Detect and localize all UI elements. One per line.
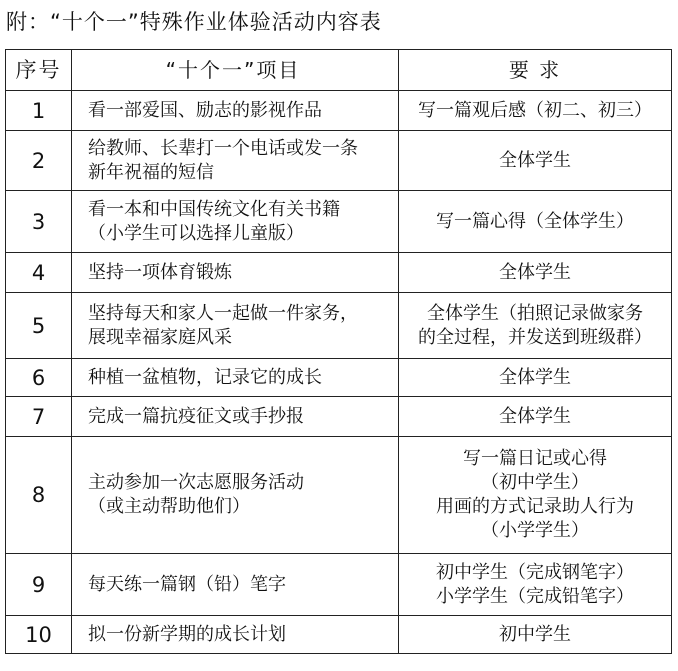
requirement-line: （小学学生） [481, 520, 589, 541]
requirement-line: 全体学生 [499, 149, 571, 171]
row-number: 5 [6, 293, 72, 359]
header-item: “十个一”项目 [72, 50, 399, 91]
row-item [72, 253, 399, 293]
requirement-line: 初中学生 [499, 623, 571, 645]
document-title: 附：“十个一”特殊作业体验活动内容表 [6, 10, 382, 34]
item-line: （或主动帮助他们） [88, 496, 250, 517]
row-requirement [399, 616, 672, 654]
row-requirement [399, 554, 672, 616]
item-line: 主动参加一次志愿服务活动 [88, 472, 304, 493]
item-line: 完成一篇抗疫征文或手抄报 [88, 405, 304, 427]
row-item [72, 91, 399, 131]
table-row [6, 131, 672, 191]
table-row [6, 91, 672, 131]
table-row [6, 437, 672, 554]
row-item [72, 554, 399, 616]
row-requirement [399, 91, 672, 131]
requirement-line: 全体学生（拍照记录做家务 [427, 302, 643, 324]
row-number: 3 [6, 191, 72, 253]
row-item [72, 437, 399, 554]
table-row [6, 616, 672, 654]
row-number: 4 [6, 253, 72, 293]
requirement-line: 全体学生 [499, 405, 571, 427]
item-line: 拟一份新学期的成长计划 [88, 623, 286, 645]
item-line: （小学生可以选择儿童版） [88, 222, 304, 244]
item-line: 坚持一项体育锻炼 [88, 261, 232, 283]
row-requirement [399, 437, 672, 554]
item-line: 展现幸福家庭风采 [88, 326, 232, 348]
table-header-row [6, 50, 672, 91]
item-line: 给教师、长辈打一个电话或发一条 [88, 137, 358, 159]
requirement-line: （初中学生） [481, 472, 589, 493]
requirement-line: 用画的方式记录助人行为 [436, 496, 634, 517]
requirement-line: 初中学生（完成钢笔字） [436, 561, 634, 583]
item-line: 种植一盆植物，记录它的成长 [88, 366, 322, 388]
table-row [6, 554, 672, 616]
row-requirement [399, 359, 672, 397]
table-row [6, 359, 672, 397]
table-row [6, 191, 672, 253]
row-number: 7 [6, 397, 72, 437]
row-requirement [399, 191, 672, 253]
row-requirement [399, 293, 672, 359]
row-number: 10 [6, 616, 72, 654]
requirement-line: 小学学生（完成铅笔字） [436, 585, 634, 607]
table-row [6, 293, 672, 359]
requirement-line: 写一篇心得（全体学生） [436, 210, 634, 232]
item-line: 每天练一篇钢（铅）笔字 [88, 573, 286, 595]
requirement-line: 的全过程，并发送到班级群） [418, 326, 652, 348]
requirement-line: 全体学生 [499, 261, 571, 283]
item-line: 新年祝福的短信 [88, 161, 214, 183]
row-item [72, 131, 399, 191]
row-item [72, 616, 399, 654]
row-number: 2 [6, 131, 72, 191]
table-row [6, 397, 672, 437]
header-requirement: 要 求 [399, 50, 672, 91]
row-item [72, 293, 399, 359]
requirement-line: 全体学生 [499, 366, 571, 388]
table-row [6, 253, 672, 293]
item-line: 看一本和中国传统文化有关书籍 [88, 198, 340, 220]
row-item [72, 397, 399, 437]
row-number: 9 [6, 554, 72, 616]
row-item [72, 191, 399, 253]
header-number: 序号 [6, 50, 72, 91]
row-number: 6 [6, 359, 72, 397]
item-line: 看一部爱国、励志的影视作品 [88, 99, 322, 121]
row-number: 8 [6, 437, 72, 554]
row-number: 1 [6, 91, 72, 131]
requirement-line: 写一篇日记或心得 [463, 448, 607, 469]
row-requirement [399, 131, 672, 191]
requirement-line: 写一篇观后感（初二、初三） [418, 99, 652, 121]
activity-table [5, 49, 672, 654]
row-requirement [399, 397, 672, 437]
row-requirement [399, 253, 672, 293]
row-item [72, 359, 399, 397]
item-line: 坚持每天和家人一起做一件家务， [88, 302, 358, 324]
